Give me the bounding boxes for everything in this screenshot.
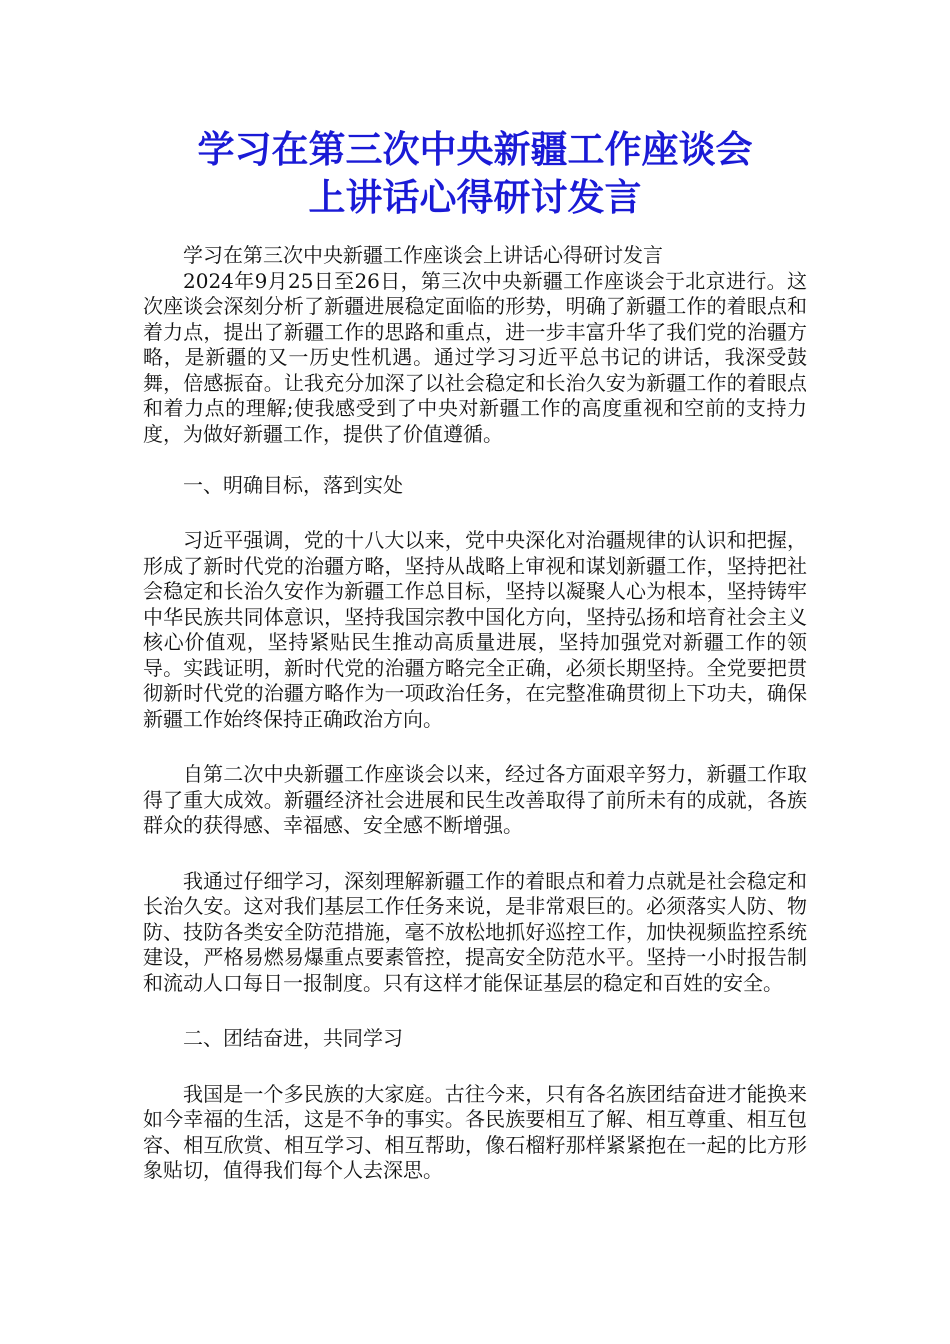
- section-heading-1: 一、明确目标，落到实处: [183, 472, 403, 497]
- title-line-1: 学习在第三次中央新疆工作座谈会: [197, 128, 753, 171]
- document-title: [120, 126, 830, 222]
- paragraph: 我国是一个多民族的大家庭。古往今来，只有各名族团结奋进才能换来如今幸福的生活，这是不争的事实。各民族要相互了解、相互尊重、相互包容、相互欣赏、相互学习、相互帮助，像石榴籽那样紧紧抱在一起的比方形象贴切，值得我们每个人去深思。: [143, 1081, 807, 1182]
- paragraph: 习近平强调，党的十八大以来，党中央深化对治疆规律的认识和把握，形成了新时代党的治疆方略，坚持从战略上审视和谋划新疆工作，坚持把社会稳定和长治久安作为新疆工作总目标，坚持以凝聚人心为根本，坚持铸牢中华民族共同体意识，坚持我国宗教中国化方向，坚持弘扬和培育社会主义核心价值观，坚持紧贴民生推动高质量进展，坚持加强党对新疆工作的领导。实践证明，新时代党的治疆方略完全正确，必须长期坚持。全党要把贯彻新时代党的治疆方略作为一项政治任务，在完整准确贯彻上下功夫，确保新疆工作始终保持正确政治方向。: [143, 528, 807, 731]
- paragraph: 我通过仔细学习，深刻理解新疆工作的着眼点和着力点就是社会稳定和长治久安。这对我们基层工作任务来说，是非常艰巨的。必须落实人防、物防、技防各类安全防范措施，毫不放松地抓好巡控工作，加快视频监控系统建设，严格易燃易爆重点要素管控，提高安全防范水平。坚持一小时报告制和流动人口每日一报制度。只有这样才能保证基层的稳定和百姓的安全。: [143, 868, 807, 995]
- document-body: [143, 243, 807, 1184]
- paragraph-intro: 2024年9月25日至26日，第三次中央新疆工作座谈会于北京进行。这次座谈会深刻分析了新疆进展稳定面临的形势，明确了新疆工作的着眼点和着力点，提出了新疆工作的思路和重点，进一步丰富升华了我们党的治疆方略，是新疆的又一历史性机遇。通过学习习近平总书记的讲话，我深受鼓舞，倍感振奋。让我充分加深了以社会稳定和长治久安为新疆工作的着眼点和着力点的理解;使我感受到了中央对新疆工作的高度重视和空前的支持力度，为做好新疆工作，提供了价值遵循。: [143, 268, 807, 446]
- paragraph-subtitle: 学习在第三次中央新疆工作座谈会上讲话心得研讨发言: [183, 243, 663, 267]
- title-line-2: 上讲话心得研讨发言: [308, 176, 642, 219]
- section-heading-2: 二、团结奋进，共同学习: [183, 1026, 403, 1050]
- paragraph: 自第二次中央新疆工作座谈会以来，经过各方面艰辛努力，新疆工作取得了重大成效。新疆经济社会进展和民生改善取得了前所未有的成就，各族群众的获得感、幸福感、安全感不断增强。: [143, 762, 807, 837]
